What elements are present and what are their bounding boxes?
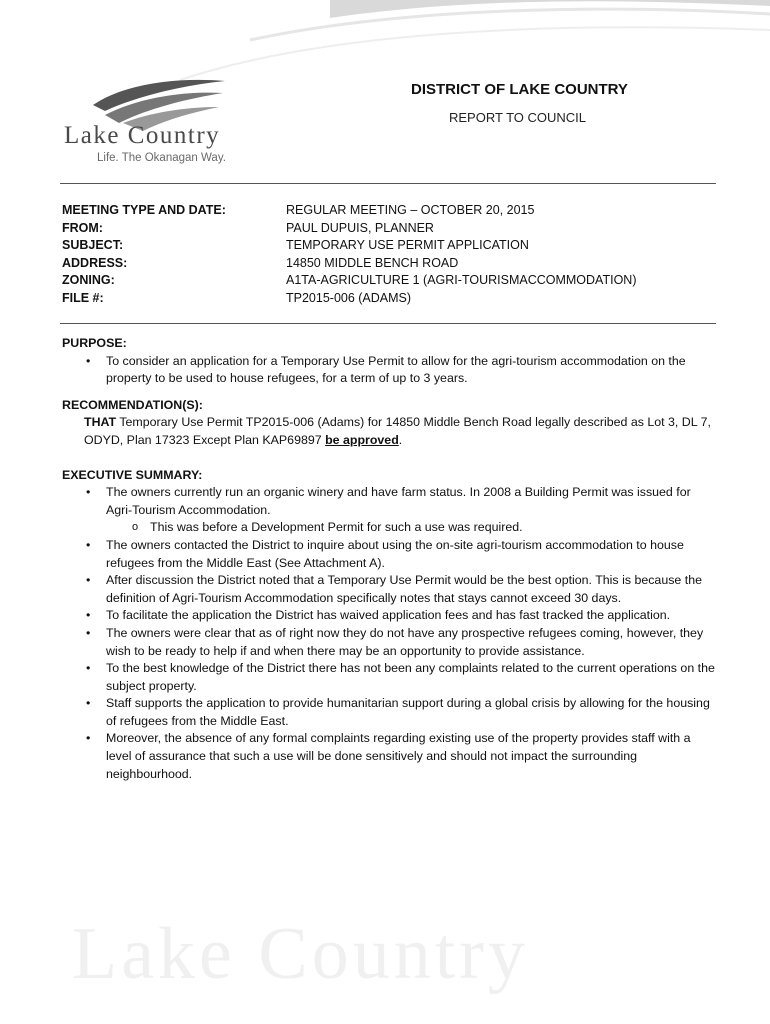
header-divider [60, 183, 716, 184]
summary-list-continued [62, 537, 718, 783]
meta-row-from: FROM: PAUL DUPUIS, PLANNER [62, 220, 434, 235]
list-item: • The owners contacted the District to inquire about using the on-site agri-tourism accommodation to house refugees from the Middle East (See Attachment A). [62, 537, 718, 572]
recommendation-text: THAT Temporary Use Permit TP2015-006 (Adams) for 14850 Middle Bench Road legally described as Lot 3, DL 7, ODYD, Plan 17323 Except Plan KAP69897 be approved. [84, 415, 711, 447]
approval-emphasis: be approved [325, 432, 399, 447]
meta-row-meeting: MEETING TYPE AND DATE: REGULAR MEETING – OCTOBER 20, 2015 [62, 203, 535, 217]
summary-list [62, 484, 718, 519]
recommendation-heading: RECOMMENDATION(S): [62, 397, 203, 412]
list-item: • Staff supports the application to provide humanitarian support during a global crisis by allowing for the housing of refugees from the Middle East. [62, 695, 718, 730]
meta-row-zoning: ZONING: A1TA-AGRICULTURE 1 (AGRI-TOURISMACCOMMODATION) [62, 273, 637, 288]
list-item: • The owners currently run an organic winery and have farm status. In 2008 a Building Permit was issued for Agri-Tourism Accommodation. [62, 484, 718, 519]
report-body [62, 332, 718, 783]
organization-title: DISTRICT OF LAKE COUNTRY [411, 81, 628, 98]
details-divider [60, 323, 716, 324]
meta-row-address: ADDRESS: 14850 MIDDLE BENCH ROAD [62, 255, 459, 270]
meta-row-file: FILE #: TP2015-006 (ADAMS) [62, 290, 412, 305]
list-item: • After discussion the District noted that a Temporary Use Permit would be the best option. This is because the definition of Agri-Tourism Accommodation specifically notes that stays cannot exceed 30 days. [62, 572, 718, 607]
meeting-details [62, 202, 722, 308]
list-item: • To the best knowledge of the District there has not been any complaints related to the current operations on the subject property. [62, 660, 718, 695]
list-item: • Moreover, the absence of any formal complaints regarding existing use of the property provides staff with a level of assurance that such a use will be done sensitively and should not impact the surrounding neighbourhood. [62, 730, 718, 783]
meta-row-subject: SUBJECT: TEMPORARY USE PERMIT APPLICATION [62, 238, 529, 253]
logo-wordmark: Lake Country [64, 122, 221, 149]
watermark: Lake Country [72, 913, 529, 995]
logo-tagline: Life. The Okanagan Way. [97, 152, 226, 164]
list-item: • The owners were clear that as of right now they do not have any prospective refugees coming, however, they wish to be ready to help if and when there may be an opportunity to provide assistance. [62, 625, 718, 660]
summary-sublist [62, 519, 718, 537]
purpose-list [62, 353, 718, 388]
executive-summary-heading: EXECUTIVE SUMMARY: [62, 467, 203, 482]
purpose-heading: PURPOSE: [62, 336, 127, 350]
list-item: • To consider an application for a Temporary Use Permit to allow for the agri-tourism accommodation on the property to be used to house refugees, for a term of up to 3 years. [62, 353, 718, 388]
report-type: REPORT TO COUNCIL [449, 110, 587, 125]
list-item: • To facilitate the application the District has waived application fees and has fast tracked the application. [62, 607, 718, 625]
list-item: o This was before a Development Permit for such a use was required. [62, 519, 718, 537]
